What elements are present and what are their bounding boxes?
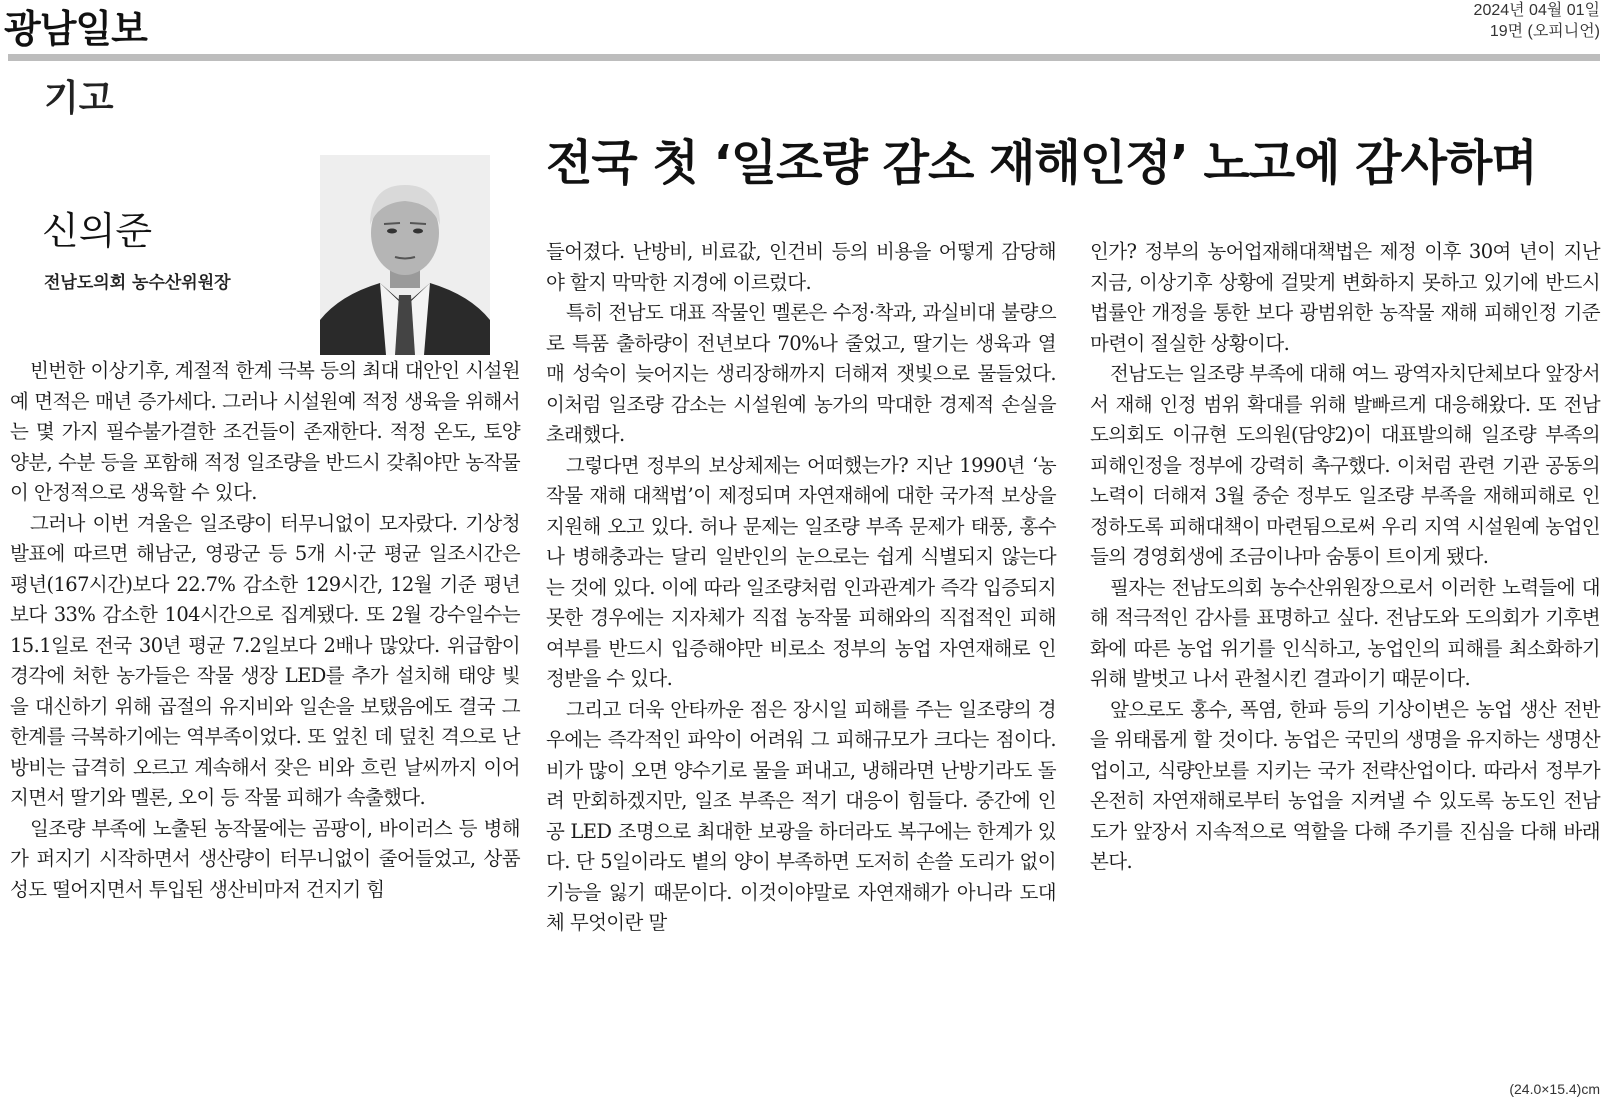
author-portrait-image [320, 155, 490, 355]
headline: 전국 첫 ‘일조량 감소 재해인정’ 노고에 감사하며 [546, 135, 1537, 191]
issue-date: 2024년 04월 01일 [1473, 2, 1600, 19]
section-label: 기고 [44, 78, 114, 119]
page-info: 19면 (오피니언) [1489, 23, 1600, 40]
issue-meta [1474, 0, 1600, 42]
author-name: 신의준 [42, 209, 153, 253]
paragraph: 인가? 정부의 농어업재해대책법은 제정 이후 30여 년이 지난 지금, 이상기후 상황에 걸맞게 변화하지 못하고 있기에 반드시 법률안 개정을 통한 보다 광범위한 농작물 재해 피해인정 기준 마련이 절실한 상황이다. [1090, 240, 1600, 355]
size-note: (24.0×15.4)cm [1509, 1081, 1600, 1097]
paragraph: 빈번한 이상기후, 계절적 한계 극복 등의 최대 대안인 시설원예 면적은 매년 증가세다. 그러나 시설원예 적정 생육을 위해서는 몇 가지 필수불가결한 조건들이 존재한다. 적정 온도, 토양 양분, 수분 등을 포함해 적정 일조량을 반드시 갖춰야만 농작물이 안정적으로 생육할 수 있다. [10, 359, 520, 504]
paragraph: 그렇다면 정부의 보상체제는 어떠했는가? 지난 1990년 ‘농작물 재해 대책법’이 제정되며 자연재해에 대한 국가적 보상을 지원해 오고 있다. 허나 문제는 일조량 부족 문제가 태풍, 홍수나 병해충과는 달리 일반인의 눈으로는 쉽게 식별되지 않는다는 것에 있다. 이에 따라 일조량처럼 인과관계가 즉각 입증되지 못한 경우에는 지자체가 직접 농작물 피해와의 직접적인 피해여부를 반드시 입증해야만 비로소 정부의 농업 자연재해로 인정받을 수 있다. [546, 453, 1056, 690]
paragraph: 그러나 이번 겨울은 일조량이 터무니없이 모자랐다. 기상청 발표에 따르면 해남군, 영광군 등 5개 시·군 평균 일조시간은 평년(167시간)보다 22.7% 감소한 129시간, 12월 기준 평년보다 33% 감소한 104시간으로 집계됐다. 또 2월 강수일수는 15.1일로 전국 30년 평균 7.2일보다 2배나 많았다. 위급함이 경각에 처한 농가들은 작물 생장 LED를 추가 설치해 태양 빛을 대신하기 위해 곱절의 유지비와 일손을 보탰음에도 결국 그 한계를 극복하기에는 역부족이었다. 또 엎친 데 덮친 격으로 난방비는 급격히 오르고 계속해서 잦은 비와 흐린 날씨까지 이어지면서 딸기와 멜론, 오이 등 작물 피해가 속출했다. [10, 511, 520, 809]
author-photo [320, 155, 490, 355]
header-rule [8, 54, 1600, 61]
article-column-1 [10, 356, 520, 905]
paragraph: 일조량 부족에 노출된 농작물에는 곰팡이, 바이러스 등 병해가 퍼지기 시작하면서 생산량이 터무니없이 줄어들었고, 상품성도 떨어지면서 투입된 생산비마저 건지기 힘 [10, 816, 520, 901]
paragraph: 그리고 더욱 안타까운 점은 장시일 피해를 주는 일조량의 경우에는 즉각적인 파악이 어려워 그 피해규모가 크다는 점이다. 비가 많이 오면 양수기로 물을 퍼내고, 냉해라면 난방기라도 돌려 만회하겠지만, 일조 부족은 적기 대응이 힘들다. 중간에 인공 LED 조명으로 최대한 보광을 하더라도 복구에는 한계가 있다. 단 5일이라도 볕의 양이 부족하면 도저히 손쓸 도리가 없이 기능을 잃기 때문이다. 이것이야말로 자연재해가 아니라 도대체 무엇이란 말 [546, 697, 1056, 934]
paragraph: 전남도는 일조량 부족에 대해 여느 광역자치단체보다 앞장서서 재해 인정 범위 확대를 위해 발빠르게 대응해왔다. 또 전남도의회도 이규현 도의원(담양2)이 대표발의해 일조량 부족의 피해인정을 정부에 강력히 촉구했다. 이처럼 관련 기관 공동의 노력이 더해져 3월 중순 정부도 일조량 부족을 재해피해로 인정하도록 피해대책이 마련됨으로써 우리 지역 시설원예 농업인들의 경영회생에 조금이나마 숨통이 트이게 됐다. [1090, 362, 1600, 568]
article-column-2 [546, 237, 1056, 939]
author-title: 전남도의회 농수산위원장 [44, 273, 231, 293]
article-column-3 [1090, 237, 1600, 878]
paragraph: 앞으로도 홍수, 폭염, 한파 등의 기상이변은 농업 생산 전반을 위태롭게 할 것이다. 농업은 국민의 생명을 유지하는 생명산업이고, 식량안보를 지키는 국가 전략산업이다. 따라서 정부가 온전히 자연재해로부터 농업을 지켜낼 수 있도록 농도인 전남도가 앞장서 지속적으로 역할을 다해 주기를 진심을 다해 바래본다. [1090, 697, 1600, 873]
paragraph: 들어졌다. 난방비, 비료값, 인건비 등의 비용을 어떻게 감당해야 할지 막막한 지경에 이르렀다. [546, 240, 1056, 294]
paragraph: 필자는 전남도의회 농수산위원장으로서 이러한 노력들에 대해 적극적인 감사를 표명하고 싶다. 전남도와 도의회가 기후변화에 따른 농업 위기를 인식하고, 농업인의 피해를 최소화하기 위해 발벗고 나서 관철시킨 결과이기 때문이다. [1090, 575, 1600, 690]
paragraph: 특히 전남도 대표 작물인 멜론은 수정·착과, 과실비대 불량으로 특품 출하량이 전년보다 70%나 줄었고, 딸기는 생육과 열매 성숙이 늦어지는 생리장해까지 더해져 잿빛으로 물들었다. 이처럼 일조량 감소는 시설원예 농가의 막대한 경제적 손실을 초래했다. [546, 301, 1056, 446]
newspaper-name: 광남일보 [4, 7, 147, 51]
